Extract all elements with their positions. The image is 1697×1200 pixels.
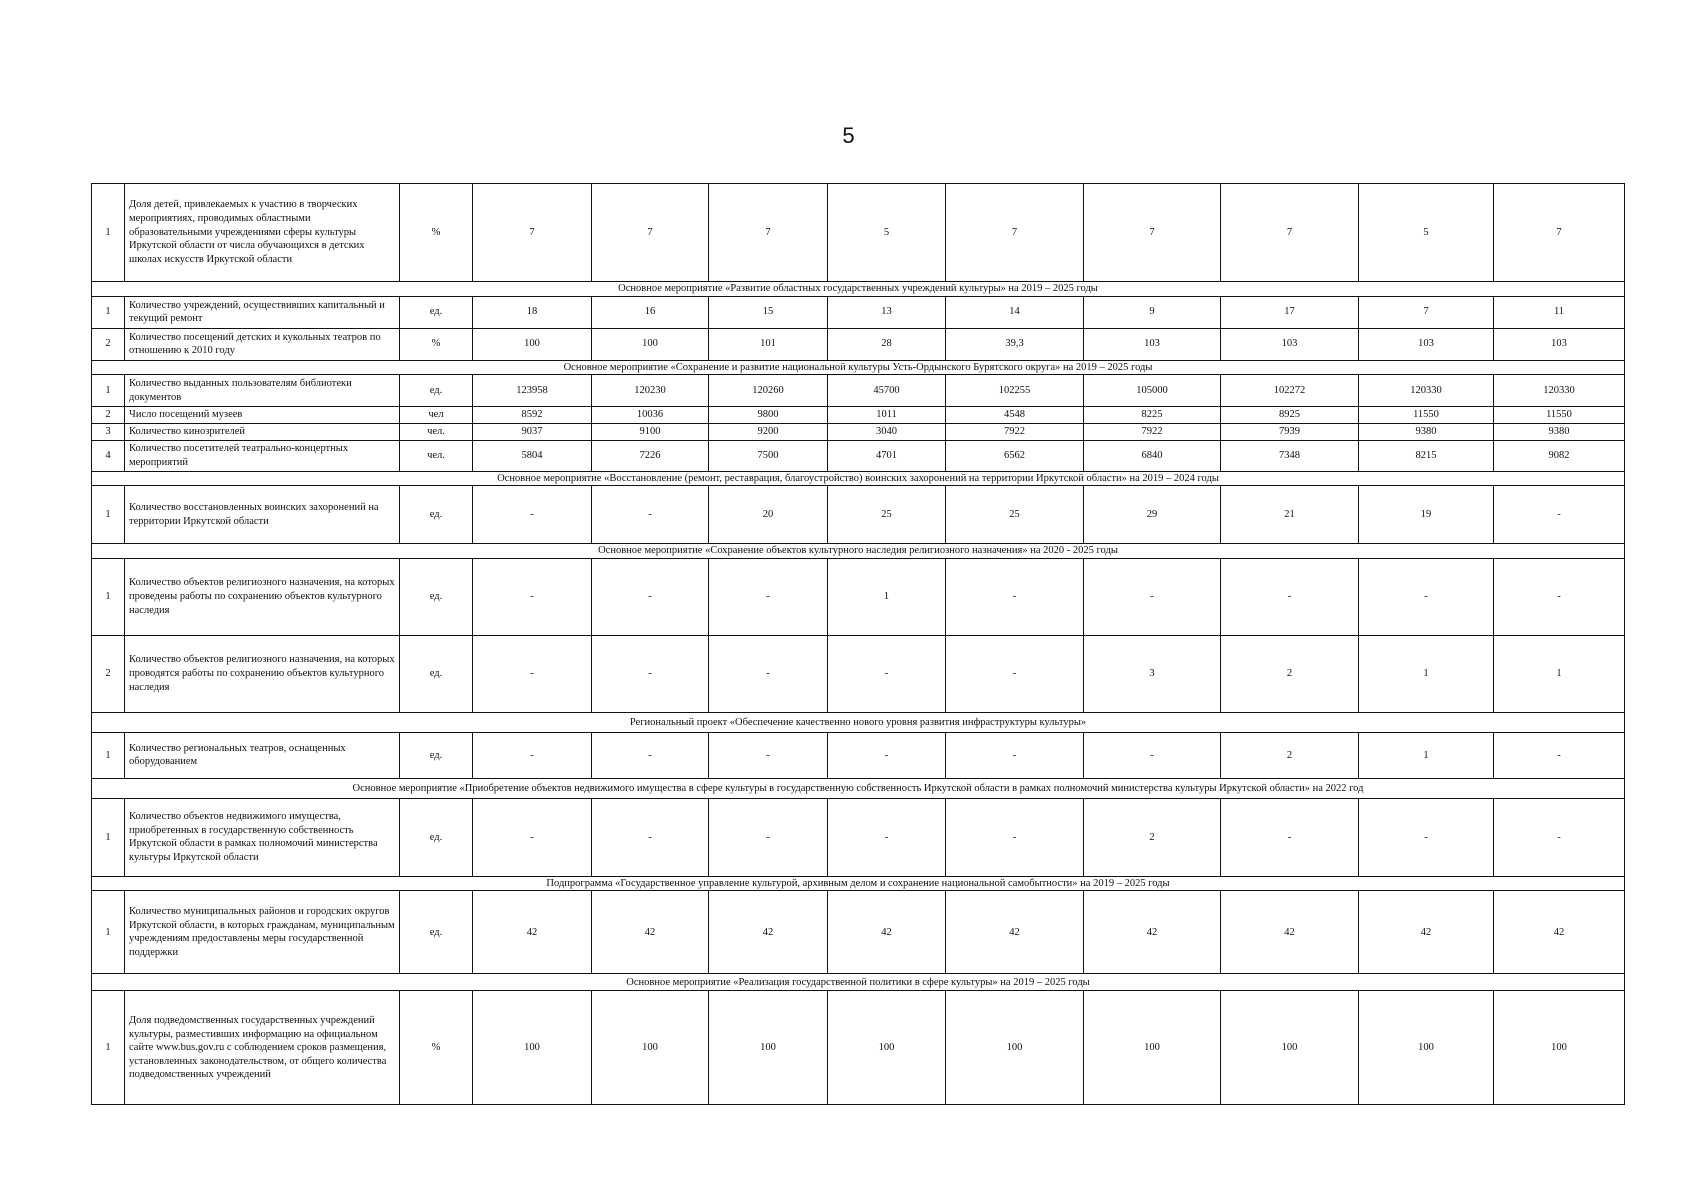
row-number-cell: 1 <box>92 732 125 778</box>
value-cell: 103 <box>1084 328 1221 360</box>
value-cell: - <box>592 486 709 544</box>
table-row <box>92 423 1625 440</box>
value-cell: 5 <box>1359 184 1494 282</box>
value-cell: 120330 <box>1359 375 1494 407</box>
value-cell: 100 <box>1494 991 1625 1105</box>
section-header-row <box>92 974 1625 991</box>
value-cell: 100 <box>473 328 592 360</box>
value-cell: 42 <box>1084 891 1221 974</box>
unit-cell: ед. <box>400 296 473 328</box>
value-cell: 3 <box>1084 635 1221 712</box>
value-cell: 103 <box>1494 328 1625 360</box>
value-cell: 15 <box>709 296 828 328</box>
value-cell: 39,3 <box>946 328 1084 360</box>
value-cell: 42 <box>592 891 709 974</box>
value-cell: 10036 <box>592 407 709 424</box>
value-cell: 100 <box>473 991 592 1105</box>
value-cell: 100 <box>1221 991 1359 1105</box>
value-cell: 2 <box>1221 732 1359 778</box>
section-title: Основное мероприятие «Сохранение и развитие национальной культуры Усть-Ордынского Бурятского округа» на 2019 – 2025 годы <box>92 360 1625 375</box>
indicator-name-cell: Количество объектов религиозного назначения, на которых проводятся работы по сохранению объектов культурного наследия <box>125 635 400 712</box>
value-cell: - <box>592 558 709 635</box>
indicator-name-cell: Количество посещений детских и кукольных театров по отношению к 2010 году <box>125 328 400 360</box>
table-row <box>92 558 1625 635</box>
value-cell: - <box>473 486 592 544</box>
value-cell: 7 <box>592 184 709 282</box>
section-title: Основное мероприятие «Приобретение объектов недвижимого имущества в сфере культуры в государственную собственность Иркутской области в рамках полномочий министерства культуры Иркутской области» на 2022 год <box>92 778 1625 798</box>
value-cell: 1 <box>1494 635 1625 712</box>
section-title: Основное мероприятие «Восстановление (ремонт, реставрация, благоустройство) воинских захоронений на территории Иркутской области» на 2019 – 2024 годы <box>92 471 1625 486</box>
value-cell: - <box>1494 732 1625 778</box>
value-cell: 9082 <box>1494 440 1625 471</box>
value-cell: 2 <box>1221 635 1359 712</box>
value-cell: 42 <box>1494 891 1625 974</box>
section-header-row <box>92 712 1625 732</box>
section-header-row <box>92 544 1625 559</box>
page-number: 5 <box>842 123 855 148</box>
row-number-cell: 1 <box>92 891 125 974</box>
value-cell: 120260 <box>709 375 828 407</box>
value-cell: 102272 <box>1221 375 1359 407</box>
value-cell: 7922 <box>946 423 1084 440</box>
value-cell: - <box>473 732 592 778</box>
row-number-cell: 1 <box>92 375 125 407</box>
value-cell: - <box>946 732 1084 778</box>
value-cell: 7922 <box>1084 423 1221 440</box>
section-header-row <box>92 282 1625 297</box>
value-cell: 7939 <box>1221 423 1359 440</box>
row-number-cell: 1 <box>92 991 125 1105</box>
section-title: Основное мероприятие «Сохранение объектов культурного наследия религиозного назначения» на 2020 - 2025 годы <box>92 544 1625 559</box>
table-row <box>92 407 1625 424</box>
section-title: Основное мероприятие «Развитие областных государственных учреждений культуры» на 2019 – 2025 годы <box>92 282 1625 297</box>
value-cell: 20 <box>709 486 828 544</box>
value-cell: 1 <box>1359 732 1494 778</box>
section-header-row <box>92 778 1625 798</box>
value-cell: 4701 <box>828 440 946 471</box>
value-cell: 100 <box>946 991 1084 1105</box>
value-cell: 7348 <box>1221 440 1359 471</box>
table-row <box>92 891 1625 974</box>
value-cell: 7 <box>473 184 592 282</box>
value-cell: 1011 <box>828 407 946 424</box>
row-number-cell: 2 <box>92 407 125 424</box>
value-cell: - <box>828 798 946 876</box>
table-row <box>92 440 1625 471</box>
value-cell: - <box>828 635 946 712</box>
unit-cell: ед. <box>400 798 473 876</box>
unit-cell: ед. <box>400 891 473 974</box>
value-cell: 7 <box>946 184 1084 282</box>
unit-cell: ед. <box>400 558 473 635</box>
value-cell: 9380 <box>1359 423 1494 440</box>
value-cell: 45700 <box>828 375 946 407</box>
value-cell: 13 <box>828 296 946 328</box>
value-cell: - <box>709 635 828 712</box>
table-row <box>92 732 1625 778</box>
value-cell: 42 <box>1359 891 1494 974</box>
unit-cell: ед. <box>400 732 473 778</box>
value-cell: 8225 <box>1084 407 1221 424</box>
value-cell: 6840 <box>1084 440 1221 471</box>
value-cell: 42 <box>828 891 946 974</box>
value-cell: - <box>1494 798 1625 876</box>
section-title: Основное мероприятие «Реализация государственной политики в сфере культуры» на 2019 – 2025 годы <box>92 974 1625 991</box>
value-cell: 8925 <box>1221 407 1359 424</box>
value-cell: 8215 <box>1359 440 1494 471</box>
value-cell: 7226 <box>592 440 709 471</box>
value-cell: - <box>1494 558 1625 635</box>
table-row <box>92 296 1625 328</box>
section-title: Региональный проект «Обеспечение качественно нового уровня развития инфраструктуры культуры» <box>92 712 1625 732</box>
value-cell: - <box>1221 798 1359 876</box>
value-cell: - <box>946 635 1084 712</box>
value-cell: 123958 <box>473 375 592 407</box>
row-number-cell: 3 <box>92 423 125 440</box>
value-cell: - <box>592 798 709 876</box>
value-cell: - <box>592 732 709 778</box>
indicator-name-cell: Доля подведомственных государственных учреждений культуры, разместивших информацию на официальном сайте www.bus.gov.ru с соблюдением сроков размещения, установленных законодательством, от общего количества подведомственных учреждений <box>125 991 400 1105</box>
unit-cell: чел. <box>400 423 473 440</box>
indicator-name-cell: Количество объектов недвижимого имущества, приобретенных в государственную собственность Иркутской области в рамках полномочий министерства культуры Иркутской области <box>125 798 400 876</box>
section-header-row <box>92 471 1625 486</box>
value-cell: - <box>473 558 592 635</box>
indicator-name-cell: Количество муниципальных районов и городских округов Иркутской области, в которых гражданам, муниципальным учреждениям предоставлены меры государственной поддержки <box>125 891 400 974</box>
indicator-name-cell: Количество объектов религиозного назначения, на которых проведены работы по сохранению объектов культурного наследия <box>125 558 400 635</box>
value-cell: 25 <box>946 486 1084 544</box>
value-cell: 29 <box>1084 486 1221 544</box>
value-cell: - <box>473 798 592 876</box>
value-cell: 1 <box>1359 635 1494 712</box>
value-cell: - <box>1221 558 1359 635</box>
table-body <box>92 184 1625 1105</box>
indicator-name-cell: Количество выданных пользователям библиотеки документов <box>125 375 400 407</box>
value-cell: 9800 <box>709 407 828 424</box>
value-cell: - <box>1084 732 1221 778</box>
value-cell: 42 <box>946 891 1084 974</box>
row-number-cell: 1 <box>92 184 125 282</box>
value-cell: 11 <box>1494 296 1625 328</box>
unit-cell: ед. <box>400 635 473 712</box>
value-cell: 6562 <box>946 440 1084 471</box>
table-row <box>92 798 1625 876</box>
value-cell: 120330 <box>1494 375 1625 407</box>
value-cell: 28 <box>828 328 946 360</box>
value-cell: - <box>709 558 828 635</box>
row-number-cell: 2 <box>92 328 125 360</box>
value-cell: 5 <box>828 184 946 282</box>
indicator-name-cell: Количество кинозрителей <box>125 423 400 440</box>
value-cell: 9200 <box>709 423 828 440</box>
value-cell: 25 <box>828 486 946 544</box>
value-cell: 8592 <box>473 407 592 424</box>
value-cell: 100 <box>828 991 946 1105</box>
value-cell: - <box>709 732 828 778</box>
indicator-name-cell: Доля детей, привлекаемых к участию в творческих мероприятиях, проводимых областными образовательными учреждениями сферы культуры Иркутской области от числа обучающихся в детских школах искусств Иркутской области <box>125 184 400 282</box>
row-number-cell: 2 <box>92 635 125 712</box>
value-cell: 2 <box>1084 798 1221 876</box>
table-row <box>92 184 1625 282</box>
value-cell: 7 <box>709 184 828 282</box>
value-cell: 14 <box>946 296 1084 328</box>
row-number-cell: 1 <box>92 798 125 876</box>
value-cell: 7 <box>1359 296 1494 328</box>
value-cell: 100 <box>592 328 709 360</box>
unit-cell: % <box>400 184 473 282</box>
value-cell: 9100 <box>592 423 709 440</box>
value-cell: 100 <box>709 991 828 1105</box>
value-cell: - <box>946 798 1084 876</box>
unit-cell: % <box>400 991 473 1105</box>
value-cell: 7 <box>1221 184 1359 282</box>
value-cell: 7 <box>1494 184 1625 282</box>
unit-cell: ед. <box>400 375 473 407</box>
value-cell: 19 <box>1359 486 1494 544</box>
section-header-row <box>92 876 1625 891</box>
value-cell: - <box>473 635 592 712</box>
indicator-name-cell: Количество посетителей театрально-концертных мероприятий <box>125 440 400 471</box>
indicator-name-cell: Число посещений музеев <box>125 407 400 424</box>
table-row <box>92 635 1625 712</box>
table-row <box>92 991 1625 1105</box>
indicator-name-cell: Количество учреждений, осуществивших капитальный и текущий ремонт <box>125 296 400 328</box>
section-header-row <box>92 360 1625 375</box>
row-number-cell: 1 <box>92 296 125 328</box>
value-cell: - <box>828 732 946 778</box>
value-cell: - <box>709 798 828 876</box>
value-cell: 18 <box>473 296 592 328</box>
value-cell: 101 <box>709 328 828 360</box>
value-cell: 21 <box>1221 486 1359 544</box>
unit-cell: % <box>400 328 473 360</box>
value-cell: - <box>1359 798 1494 876</box>
unit-cell: чел <box>400 407 473 424</box>
value-cell: 102255 <box>946 375 1084 407</box>
value-cell: 1 <box>828 558 946 635</box>
indicator-name-cell: Количество региональных театров, оснащенных оборудованием <box>125 732 400 778</box>
value-cell: 103 <box>1359 328 1494 360</box>
value-cell: 9037 <box>473 423 592 440</box>
value-cell: 7500 <box>709 440 828 471</box>
value-cell: 100 <box>1359 991 1494 1105</box>
value-cell: 11550 <box>1359 407 1494 424</box>
value-cell: - <box>1359 558 1494 635</box>
value-cell: 9 <box>1084 296 1221 328</box>
value-cell: 17 <box>1221 296 1359 328</box>
row-number-cell: 4 <box>92 440 125 471</box>
value-cell: - <box>946 558 1084 635</box>
value-cell: 100 <box>592 991 709 1105</box>
unit-cell: ед. <box>400 486 473 544</box>
unit-cell: чел. <box>400 440 473 471</box>
section-title: Подпрограмма «Государственное управление культурой, архивным делом и сохранение национальной самобытности» на 2019 – 2025 годы <box>92 876 1625 891</box>
value-cell: 4548 <box>946 407 1084 424</box>
table-row <box>92 375 1625 407</box>
value-cell: 100 <box>1084 991 1221 1105</box>
row-number-cell: 1 <box>92 486 125 544</box>
value-cell: 9380 <box>1494 423 1625 440</box>
value-cell: 3040 <box>828 423 946 440</box>
indicators-table <box>91 183 1625 1105</box>
value-cell: 11550 <box>1494 407 1625 424</box>
table-row <box>92 486 1625 544</box>
value-cell: 105000 <box>1084 375 1221 407</box>
value-cell: 42 <box>473 891 592 974</box>
value-cell: 103 <box>1221 328 1359 360</box>
value-cell: 42 <box>1221 891 1359 974</box>
value-cell: 16 <box>592 296 709 328</box>
value-cell: - <box>1084 558 1221 635</box>
value-cell: - <box>592 635 709 712</box>
value-cell: 7 <box>1084 184 1221 282</box>
value-cell: 120230 <box>592 375 709 407</box>
indicator-name-cell: Количество восстановленных воинских захоронений на территории Иркутской области <box>125 486 400 544</box>
table-row <box>92 328 1625 360</box>
value-cell: 42 <box>709 891 828 974</box>
value-cell: - <box>1494 486 1625 544</box>
row-number-cell: 1 <box>92 558 125 635</box>
value-cell: 5804 <box>473 440 592 471</box>
